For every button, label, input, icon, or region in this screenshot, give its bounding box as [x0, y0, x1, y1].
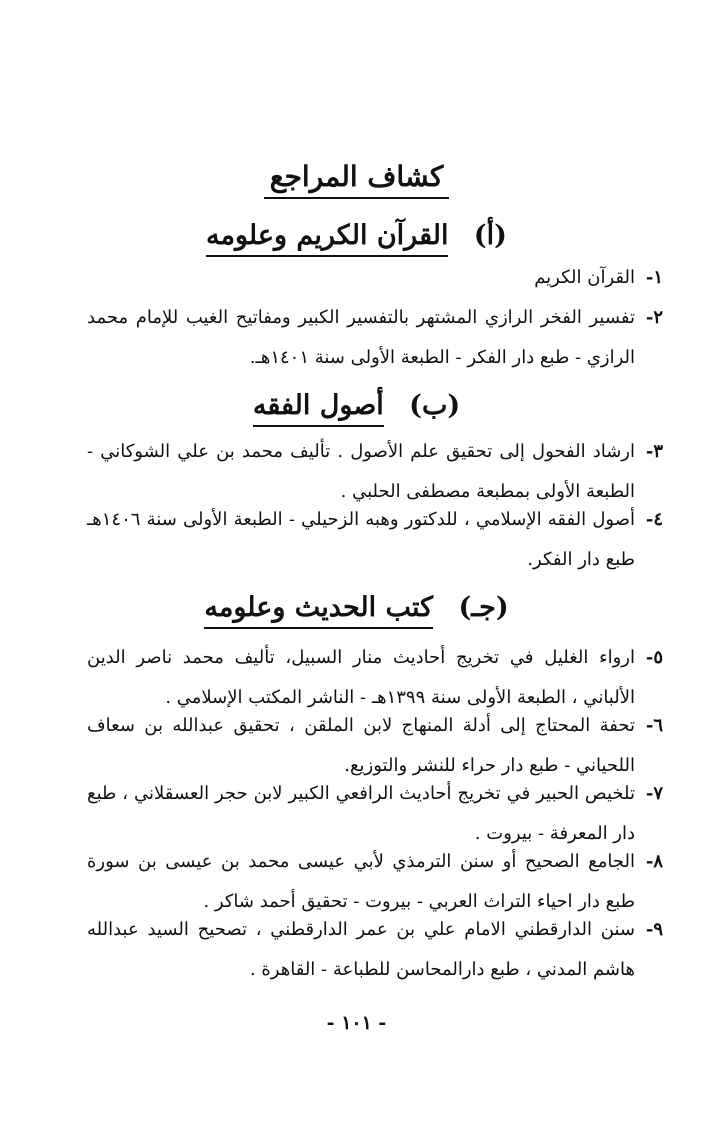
entry-number: ٩-: [645, 919, 663, 940]
section-heading-b: [0, 390, 713, 427]
entry-text: تلخيص الحبير في تخريج أحاديث الرافعي الكبير لابن حجر العسقلاني ، طبع دار المعرفة - بيروت .: [87, 783, 635, 844]
entry-text: تحفة المحتاج إلى أدلة المنهاج لابن الملقن ، تحقيق عبدالله بن سعاف اللحياني - طبع دار حراء للنشر والتوزيع.: [87, 715, 635, 776]
entry-text: ارواء الغليل في تخريج أحاديث منار السبيل، تأليف محمد ناصر الدين الألباني ، الطبعة الأولى سنة ١٣٩٩هـ - الناشر المكتب الإسلامي .: [87, 647, 635, 708]
entry-text: تفسير الفخر الرازي المشتهر بالتفسير الكبير ومفاتيح الغيب للإمام محمد الرازي - طبع دار الفكر - الطبعة الأولى سنة ١٤٠١هـ.: [87, 307, 635, 368]
entry-number: ٢-: [645, 307, 663, 328]
reference-entry: [87, 298, 663, 378]
reference-entry: [87, 910, 663, 990]
section-letter: (أ): [473, 220, 507, 251]
section-letter: (جـ): [458, 592, 509, 623]
entry-number: ٥-: [645, 647, 663, 668]
section-heading-a: [0, 220, 713, 257]
entry-number: ٨-: [645, 851, 663, 872]
section-heading-c: [0, 592, 713, 629]
entry-text: الجامع الصحيح أو سنن الترمذي لأبي عيسى محمد بن عيسى بن سورة طبع دار احياء التراث العربي - بيروت - تحقيق أحمد شاكر .: [87, 851, 635, 912]
section-title: أصول الفقه: [253, 390, 384, 427]
section-title: القرآن الكريم وعلومه: [206, 220, 448, 257]
page-title: كشاف المراجع: [0, 160, 713, 199]
entry-number: ٤-: [645, 509, 663, 530]
entry-number: ١-: [645, 267, 663, 288]
section-letter: (ب): [409, 390, 461, 421]
entry-number: ٣-: [645, 441, 663, 462]
entry-text: أصول الفقه الإسلامي ، للدكتور وهبه الزحيلي - الطبعة الأولى سنة ١٤٠٦هـ طبع دار الفكر.: [87, 509, 635, 570]
entry-number: ٧-: [645, 783, 663, 804]
entry-text: سنن الدارقطني الامام علي بن عمر الدارقطني ، تصحيح السيد عبدالله هاشم المدني ، طبع دارالمحاسن للطباعة - القاهرة .: [87, 919, 635, 980]
section-title: كتب الحديث وعلومه: [204, 592, 433, 629]
page-number: - ١٠١ -: [326, 1012, 387, 1034]
entry-text: القرآن الكريم: [534, 267, 635, 288]
reference-entry: [87, 500, 663, 580]
reference-entry: [87, 258, 663, 298]
entry-number: ٦-: [645, 715, 663, 736]
entry-text: ارشاد الفحول إلى تحقيق علم الأصول . تأليف محمد بن علي الشوكاني - الطبعة الأولى بمطبعة مصطفى الحلبي .: [87, 441, 635, 502]
